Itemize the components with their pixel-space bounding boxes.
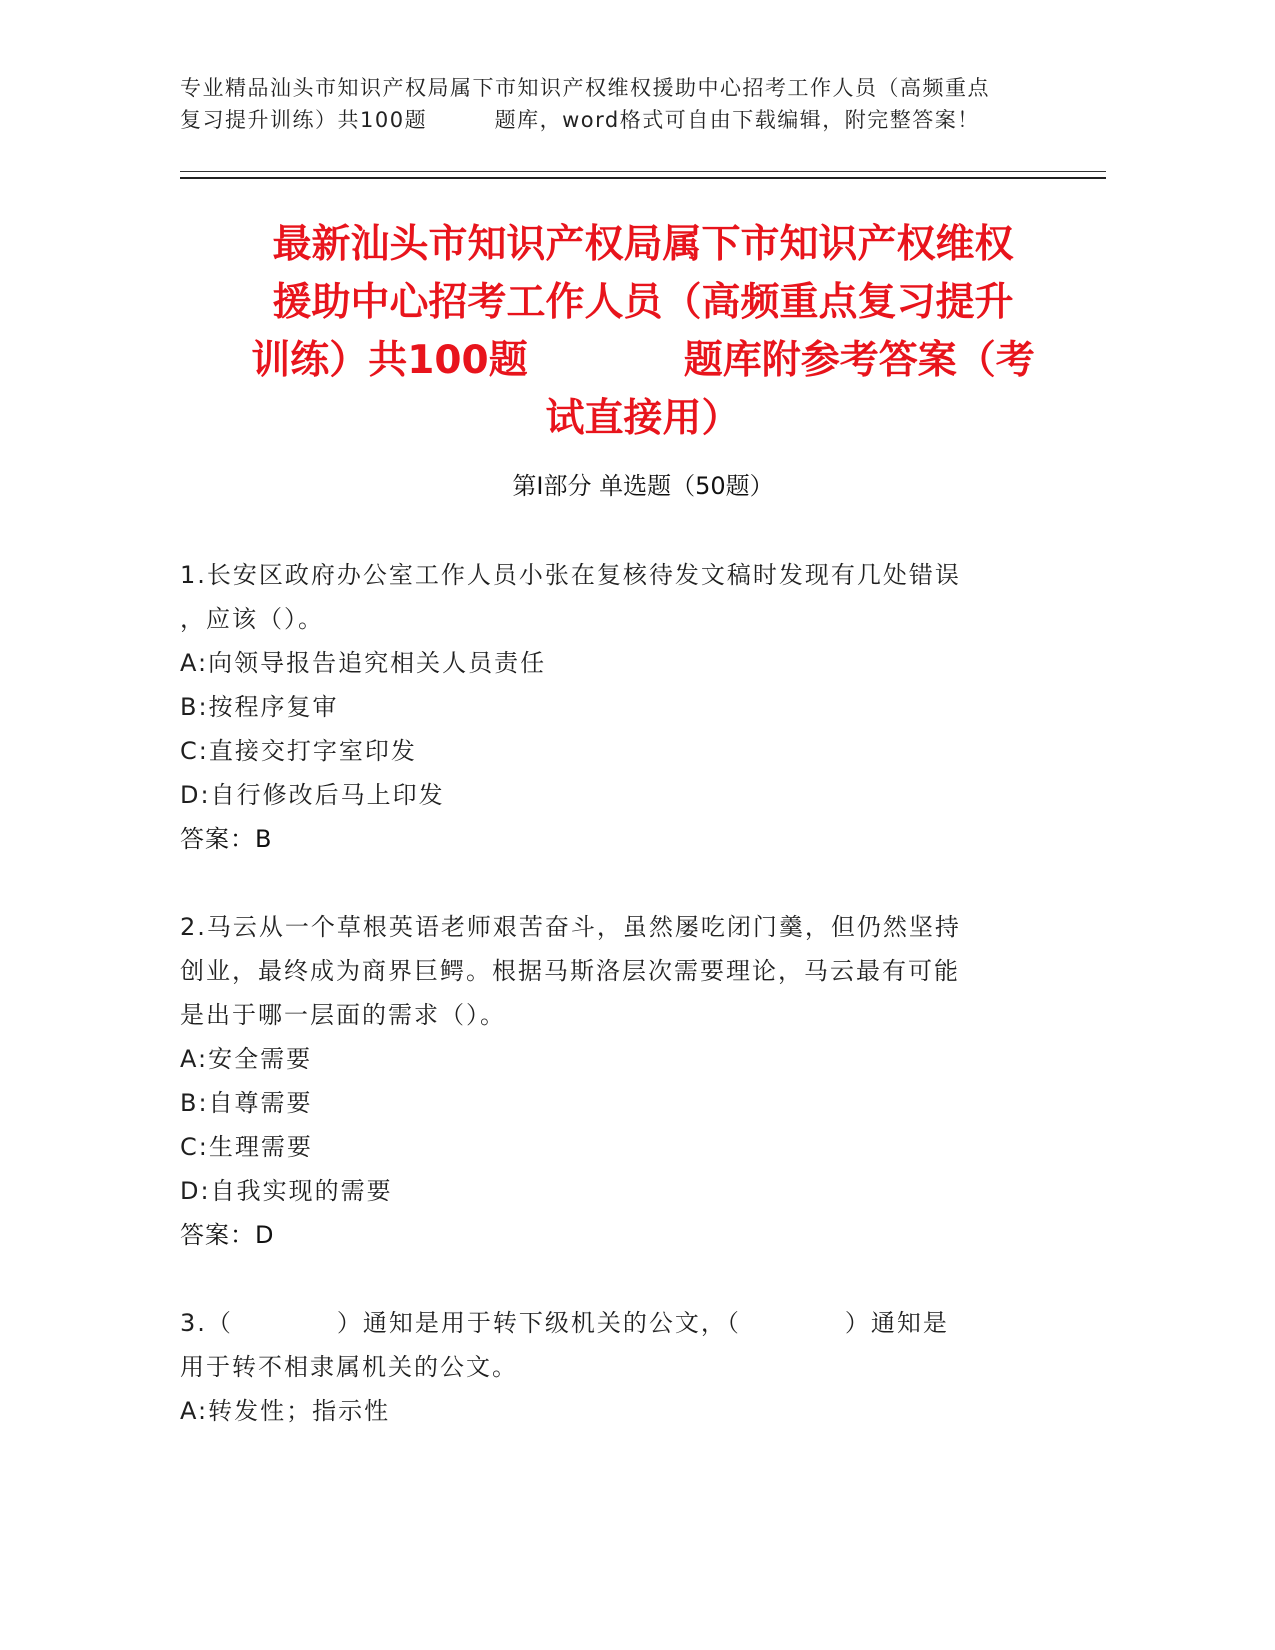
title-line-1: 最新汕头市知识产权局属下市知识产权维权: [272, 222, 1014, 267]
header-note-line-1: 专业精品汕头市知识产权局属下市知识产权维权援助中心招考工作人员（高频重点: [180, 76, 990, 100]
question-1: [180, 553, 1100, 861]
option-b: B:自尊需要: [180, 1089, 313, 1117]
question-text-line: 是出于哪一层面的需求（）。: [180, 1001, 506, 1029]
option-c: C:生理需要: [180, 1133, 313, 1161]
option-b: B:按程序复审: [180, 693, 339, 721]
question-2: [180, 905, 1100, 1257]
question-text-line: ，应该（）。: [180, 605, 324, 633]
header-divider-thick: [180, 177, 1106, 179]
question-text-line: 3.（ ）通知是用于转下级机关的公文，（ ）通知是: [180, 1309, 949, 1337]
answer-line: 答案：D: [180, 1221, 275, 1249]
question-text-line: 用于转不相隶属机关的公文。: [180, 1353, 518, 1381]
title-line-3: 训练）共100题 题库附参考答案（考: [251, 338, 1035, 383]
section-heading: 第I部分 单选题（50题）: [512, 472, 774, 500]
header-note-line-2: 复习提升训练）共100题 题库，word格式可自由下载编辑，附完整答案！: [180, 108, 980, 132]
question-list: [180, 553, 1100, 1477]
question-3: [180, 1301, 1100, 1433]
option-c: C:直接交打字室印发: [180, 737, 417, 765]
option-a: A:安全需要: [180, 1045, 313, 1073]
option-a: A:转发性；指示性: [180, 1397, 391, 1425]
question-text-line: 1.长安区政府办公室工作人员小张在复核待发文稿时发现有几处错误: [180, 561, 961, 589]
answer-line: 答案：B: [180, 825, 273, 853]
document-header-note: [180, 72, 1100, 136]
document-title: [180, 216, 1106, 448]
option-d: D:自我实现的需要: [180, 1177, 393, 1205]
question-text-line: 创业，最终成为商界巨鳄。根据马斯洛层次需要理论，马云最有可能: [180, 957, 960, 985]
question-text-line: 2.马云从一个草根英语老师艰苦奋斗，虽然屡吃闭门羹，但仍然坚持: [180, 913, 961, 941]
title-line-2: 援助中心招考工作人员（高频重点复习提升: [272, 280, 1014, 325]
header-divider-thin: [180, 171, 1106, 172]
title-line-4: 试直接用）: [545, 396, 741, 441]
option-d: D:自行修改后马上印发: [180, 781, 445, 809]
option-a: A:向领导报告追究相关人员责任: [180, 649, 547, 677]
